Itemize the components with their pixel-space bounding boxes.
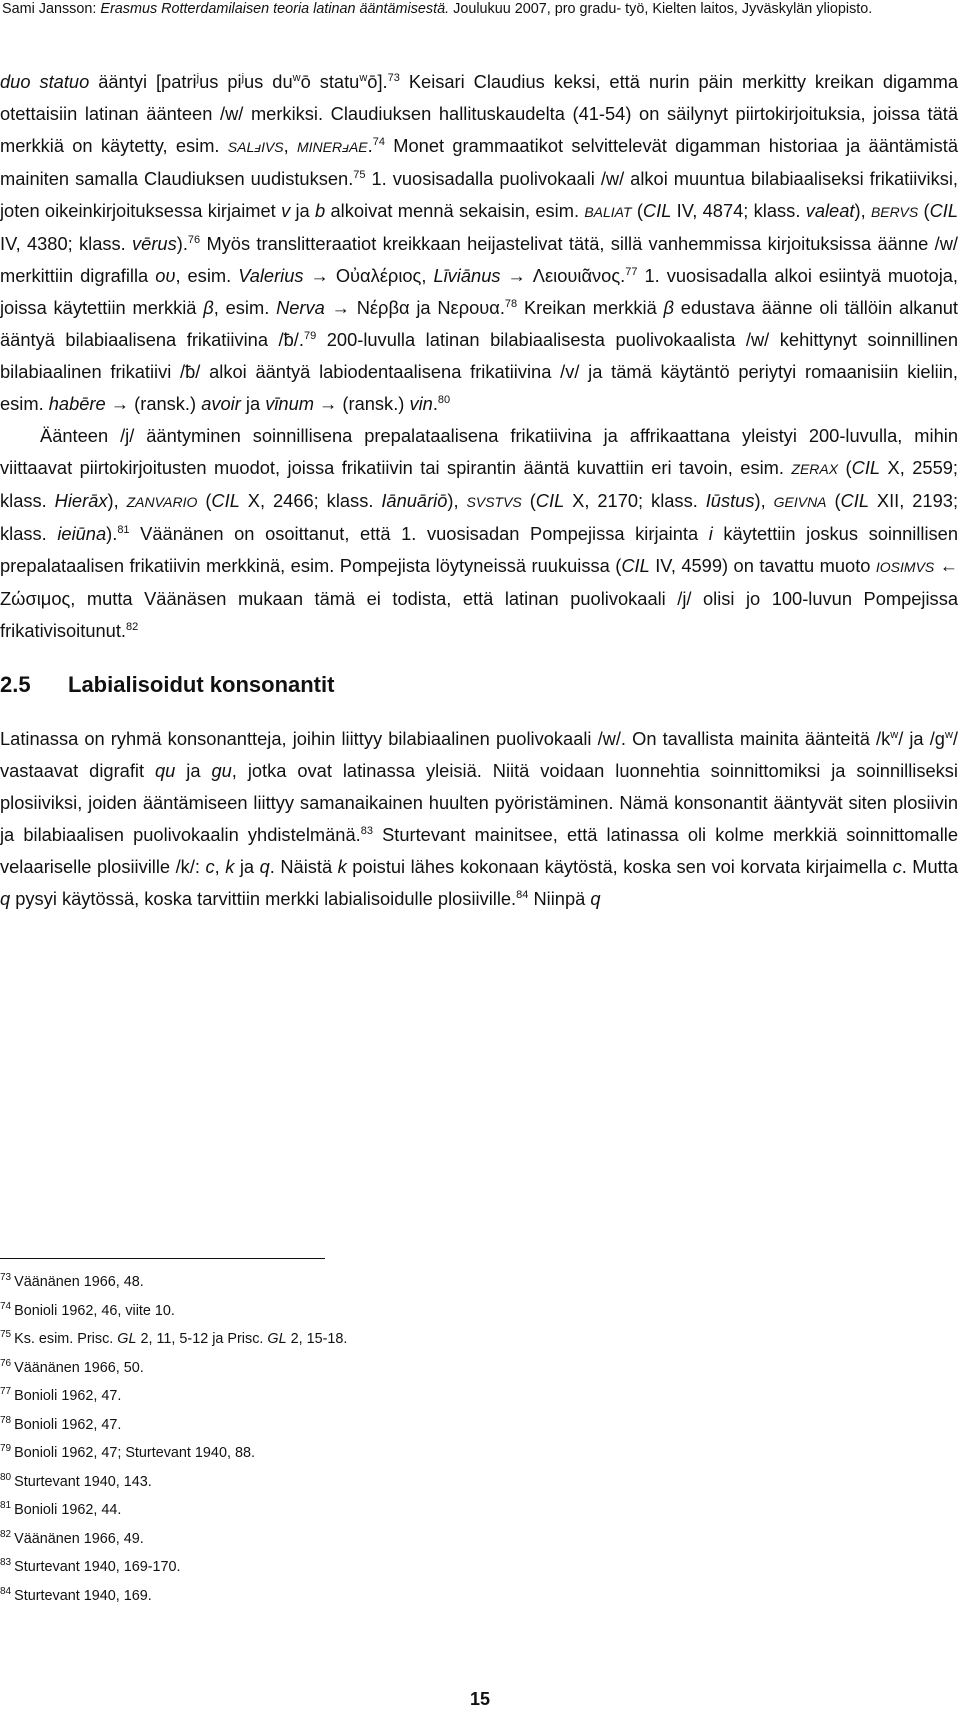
footnote: $^{73}$ Väänänen 1966, 48. <box>0 1272 144 1290</box>
paragraph-labialized: Latinassa on ryhmä konsonantteja, joihin liittyy bilabiaalinen puolivokaali /w/. On tavallista mainita äänteitä $/k^w/$ ja $/g^w/$ vastaavat digrafit qu ja gu, jotka ovat latinassa yleisiä. Niitä voidaan luonnehtia soinnittomiksi ja soinnilliseksi plosiiviksi, joiden ääntämiseen liittyy samanaikainen huulten pyöristäminen. Nämä konsonantit ääntyvät siten plosiivin ja bilabiaalisen puolivokaalin yhdistelmänä.$^{83}$ Sturtevant mainitsee, että latinassa oli kolme merkkiä soinnittomalle velaariselle plosiiville /k/: c, k ja q. Näistä k poistui lähes kokonaan käytöstä, koska sen voi korvata kirjaimella c. Mutta q pysyi käytössä, koska tarvittiin merkki labialisoidulle plosiiville.$^{84}$ Niinpä q <box>0 728 959 909</box>
footnote-ref-74: 74 <box>372 136 385 148</box>
section-number: 2.5 <box>0 672 31 697</box>
footnotes <box>0 1272 800 1614</box>
footnote-ref-75: 75 <box>353 169 366 181</box>
footnote-ref-80: 80 <box>437 394 451 406</box>
footnote-ref-73: 73 <box>387 72 400 84</box>
footnote: $^{81}$ Bonioli 1962, 44. <box>0 1500 122 1518</box>
footnote-ref-83: 83 <box>360 825 373 837</box>
footnote-ref-82: 82 <box>126 621 139 633</box>
footnote-ref-76: 76 <box>187 234 201 246</box>
main-text <box>0 66 958 915</box>
footnote: $^{80}$ Sturtevant 1940, 143. <box>0 1471 152 1490</box>
footnote-ref-78: 78 <box>504 298 518 310</box>
header-details: Joulukuu 2007, pro gradu- työ, Kielten laitos, Jyväskylän yliopisto. <box>453 1 873 17</box>
footnote: $^{79}$ Bonioli 1962, 47; Sturtevant 1940, 88. <box>0 1443 255 1461</box>
footnote-ref-79: 79 <box>303 330 317 342</box>
footnote: $^{84}$ Sturtevant 1940, 169. <box>0 1585 152 1604</box>
footnote-separator <box>0 1258 325 1259</box>
running-header <box>0 0 960 18</box>
section-heading <box>0 669 958 701</box>
section-title: Labialisoidut konsonantit <box>68 672 335 697</box>
footnote: $^{75}$ Ks. esim. Prisc. GL 2, 11, 5-12 ja Prisc. GL 2, 15-18. <box>0 1329 348 1347</box>
header-title: Erasmus Rotterdamilaisen teoria latinan ääntämisestä. <box>100 1 450 17</box>
header-author: Sami Jansson: <box>2 1 97 17</box>
footnote-ref-81: 81 <box>117 524 130 536</box>
footnote: $^{76}$ Väänänen 1966, 50. <box>0 1357 144 1376</box>
page-number: 15 <box>469 1689 491 1709</box>
paragraph-digamma: duo statuo ääntyi [patri$^j$us $pi^jus$ $du^wō$ statu$^w$ō].$^{73}$ Keisari Claudius keksi, että nurin päin merkitty kreikan digamma otettaisiin latinan äänteen /w/ merkiksi. Claudiuksen hallituskaudelta (41-54) on säilynyt piirtokirjoituksia, joissa tätä merkkiä on käytetty, esim. SALⅎIVS, MINERⅎAE.$^{74}$ Monet grammaatikot selvittelevät digamman historiaa ja ääntämistä mainiten samalla Claudiuksen uudistuksen.$^{75}$ 1. vuosisadalla puolivokaali /w/ alkoi muuntua bilabiaaliseksi frikatiiviksi, joten oikeinkirjoituksessa kirjaimet v ja b alkoivat mennä sekaisin, esim. BALIAT (CIL IV, 4874; klass. valeat), BERVS (CIL IV, 4380; klass. vērus).$^{76}$ Myös translitteraatiot kreikkaan heijastelivat tätä, sillä vanhemmissa kirjoituksissa äänne /w/ merkittiin digrafilla ου, esim. Valerius → Οὐαλέριος, Līviānus → Λειουιᾶνος.$^{77}$ 1. vuosisadalla alkoi esiintyä muotoja, joissa käytettiin merkkiä β, esim. Nerva → Νέρβα ja Νερουα.$^{78}$ Kreikan merkkiä β edustava äänne oli tällöin alkanut ääntyä bilabiaalisena frikatiivina /ƀ/.$^{79}$ 200-luvulla latinan bilabiaalisesta puolivokaalista /w/ kehittynyt soinnillinen bilabiaalinen frikatiivi /ƀ/ alkoi ääntyä labiodentaalisena frikatiivina /v/ ja tämä käytäntö periytyi romaanisiin kieliin, esim. habēre → (ransk.) avoir ja vīnum → (ransk.) vin.$^{80}$ <box>0 71 959 414</box>
footnote-ref-84: 84 <box>516 889 529 901</box>
footnote: $^{77}$ Bonioli 1962, 47. <box>0 1386 122 1404</box>
footnote: $^{74}$ Bonioli 1962, 46, viite 10. <box>0 1300 175 1319</box>
footnote-ref-77: 77 <box>625 266 638 278</box>
footnote: $^{82}$ Väänänen 1966, 49. <box>0 1528 144 1547</box>
paragraph-j-sound: Äänteen /j/ ääntyminen soinnillisena prepalataalisena frikatiivina ja affrikaattana yleistyi 200-luvulla, mihin viittaavat piirtokirjoitusten muodot, joissa frikatiivin tai spirantin ääntä kuvattiin eri tavoin, esim. ZERAX (CIL X, 2559; klass. Hierāx), ZANVARIO (CIL X, 2466; klass. Iānuāriō), SVSTVS (CIL X, 2170; klass. Iūstus), GEIVNA (CIL XII, 2193; klass. ieiūna).$^{81}$ Väänänen on osoittanut, että 1. vuosisadan Pompejissa kirjainta i käytettiin joskus soinnillisen prepalataalisen frikatiivin merkkinä, esim. Pompejista löytyneissä ruukuissa (CIL IV, 4599) on tavattu muoto IOSIMVS ← Ζώσιμος, mutta Väänäsen mukaan tämä ei todista, että latinan puolivokaali /j/ olisi jo 100-luvun Pompejissa frikativisoitunut.$^{82}$ <box>0 425 959 641</box>
footnote: $^{83}$ Sturtevant 1940, 169-170. <box>0 1557 181 1575</box>
footnote: $^{78}$ Bonioli 1962, 47. <box>0 1414 122 1433</box>
